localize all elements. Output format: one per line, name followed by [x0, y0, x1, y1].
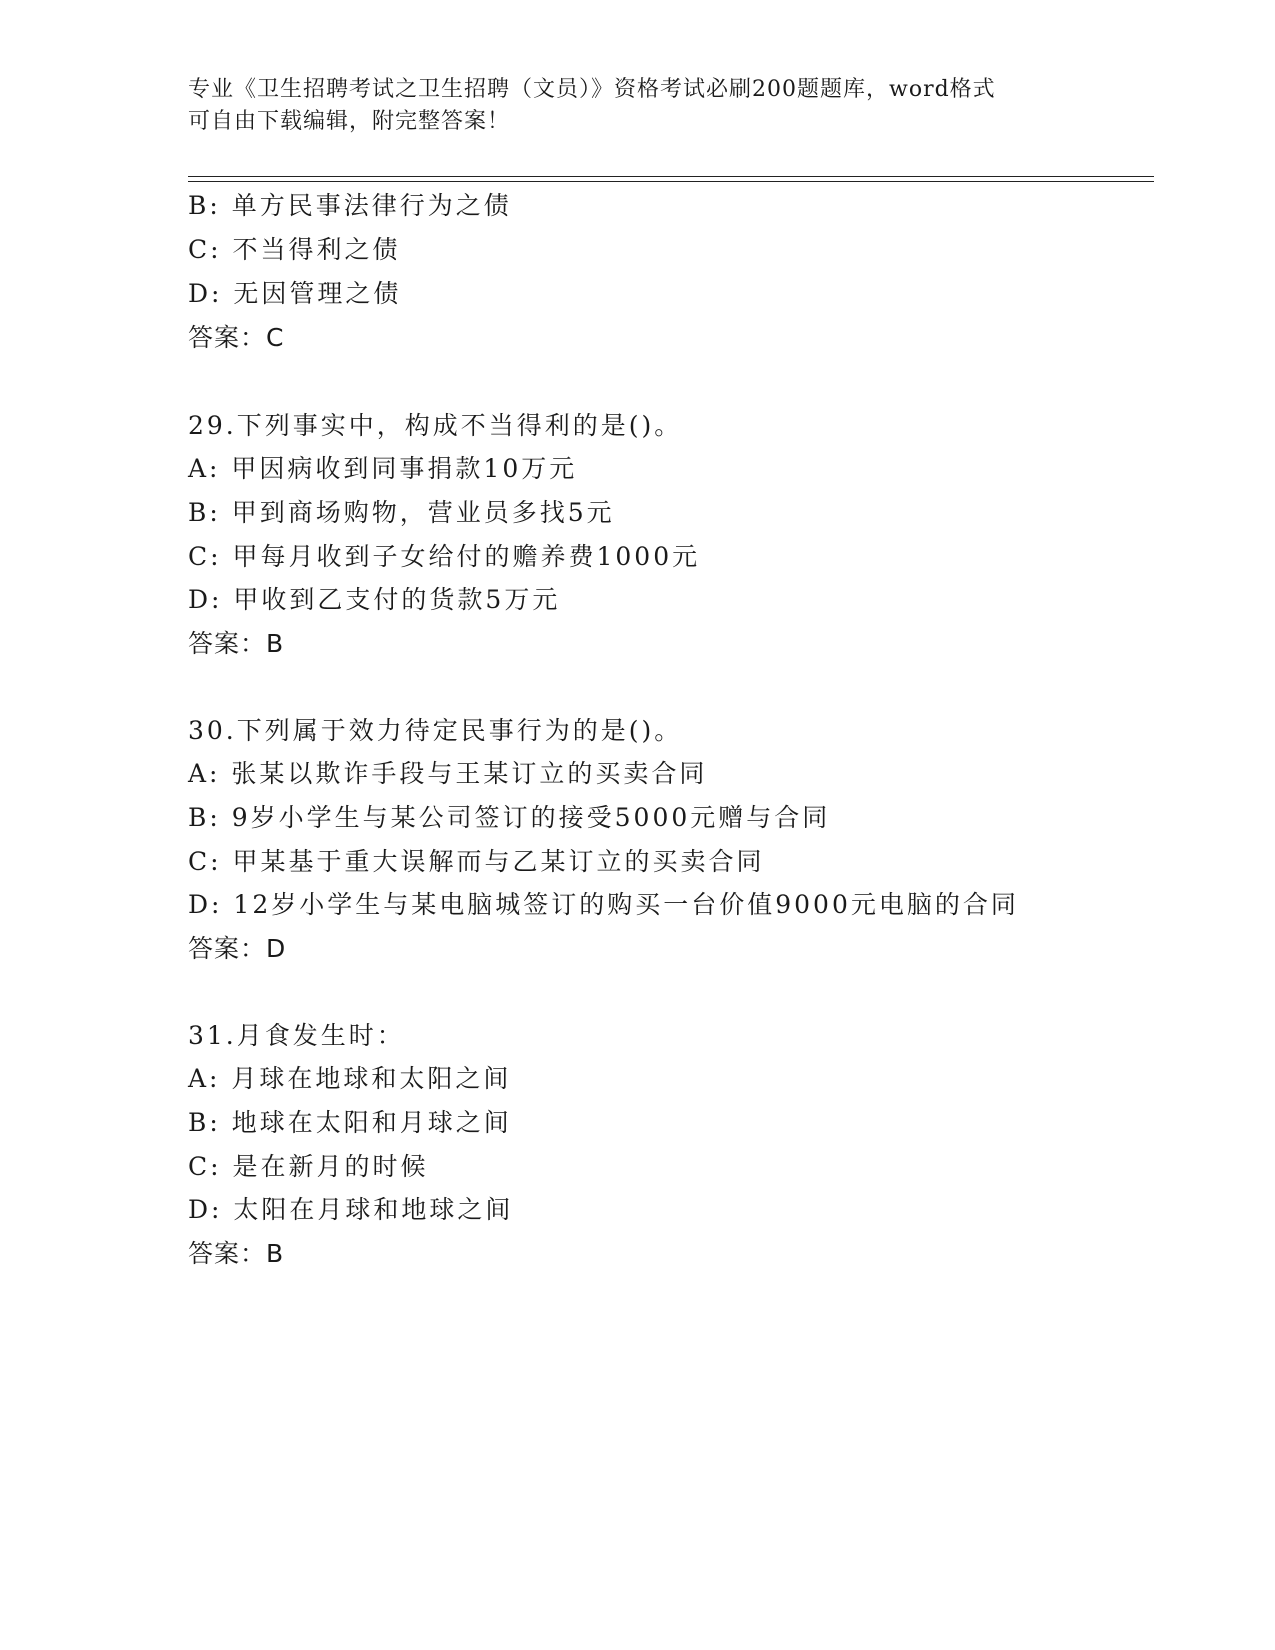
q29-option-b: B: 甲到商场购物，营业员多找5元	[188, 498, 615, 527]
q31-answer: 答案：B	[188, 1239, 285, 1268]
q30-stem: 30.下列属于效力待定民事行为的是()。	[188, 716, 683, 745]
q29-stem: 29.下列事实中，构成不当得利的是()。	[188, 411, 683, 440]
prev-option-d: D: 无因管理之债	[188, 279, 402, 308]
q29-option-a: A: 甲因病收到同事捐款10万元	[188, 454, 578, 483]
header-divider-bottom	[188, 181, 1154, 182]
header-line-1: 专业《卫生招聘考试之卫生招聘（文员）》资格考试必刷200题题库，word格式	[188, 77, 996, 102]
q31-option-b: B: 地球在太阳和月球之间	[188, 1108, 512, 1137]
prev-answer: 答案：C	[188, 323, 285, 352]
document-header	[188, 74, 1088, 138]
q31-option-c: C: 是在新月的时候	[188, 1152, 429, 1181]
q30-option-a: A: 张某以欺诈手段与王某订立的买卖合同	[188, 759, 708, 788]
q31-option-d: D: 太阳在月球和地球之间	[188, 1195, 514, 1224]
q29-option-d: D: 甲收到乙支付的货款5万元	[188, 585, 561, 614]
q30-option-d: D: 12岁小学生与某电脑城签订的购买一台价值9000元电脑的合同	[188, 890, 1019, 919]
q29-option-c: C: 甲每月收到子女给付的赡养费1000元	[188, 542, 701, 571]
header-divider-top	[188, 176, 1154, 177]
q31-option-a: A: 月球在地球和太阳之间	[188, 1064, 512, 1093]
prev-option-c: C: 不当得利之债	[188, 235, 401, 264]
q31-stem: 31.月食发生时：	[188, 1021, 405, 1050]
q30-answer: 答案：D	[188, 934, 287, 963]
header-line-2: 可自由下载编辑，附完整答案！	[188, 109, 511, 134]
q30-option-c: C: 甲某基于重大误解而与乙某订立的买卖合同	[188, 847, 765, 876]
prev-option-b: B: 单方民事法律行为之债	[188, 191, 512, 220]
q29-answer: 答案：B	[188, 629, 285, 658]
q30-option-b: B: 9岁小学生与某公司签订的接受5000元赠与合同	[188, 803, 831, 832]
